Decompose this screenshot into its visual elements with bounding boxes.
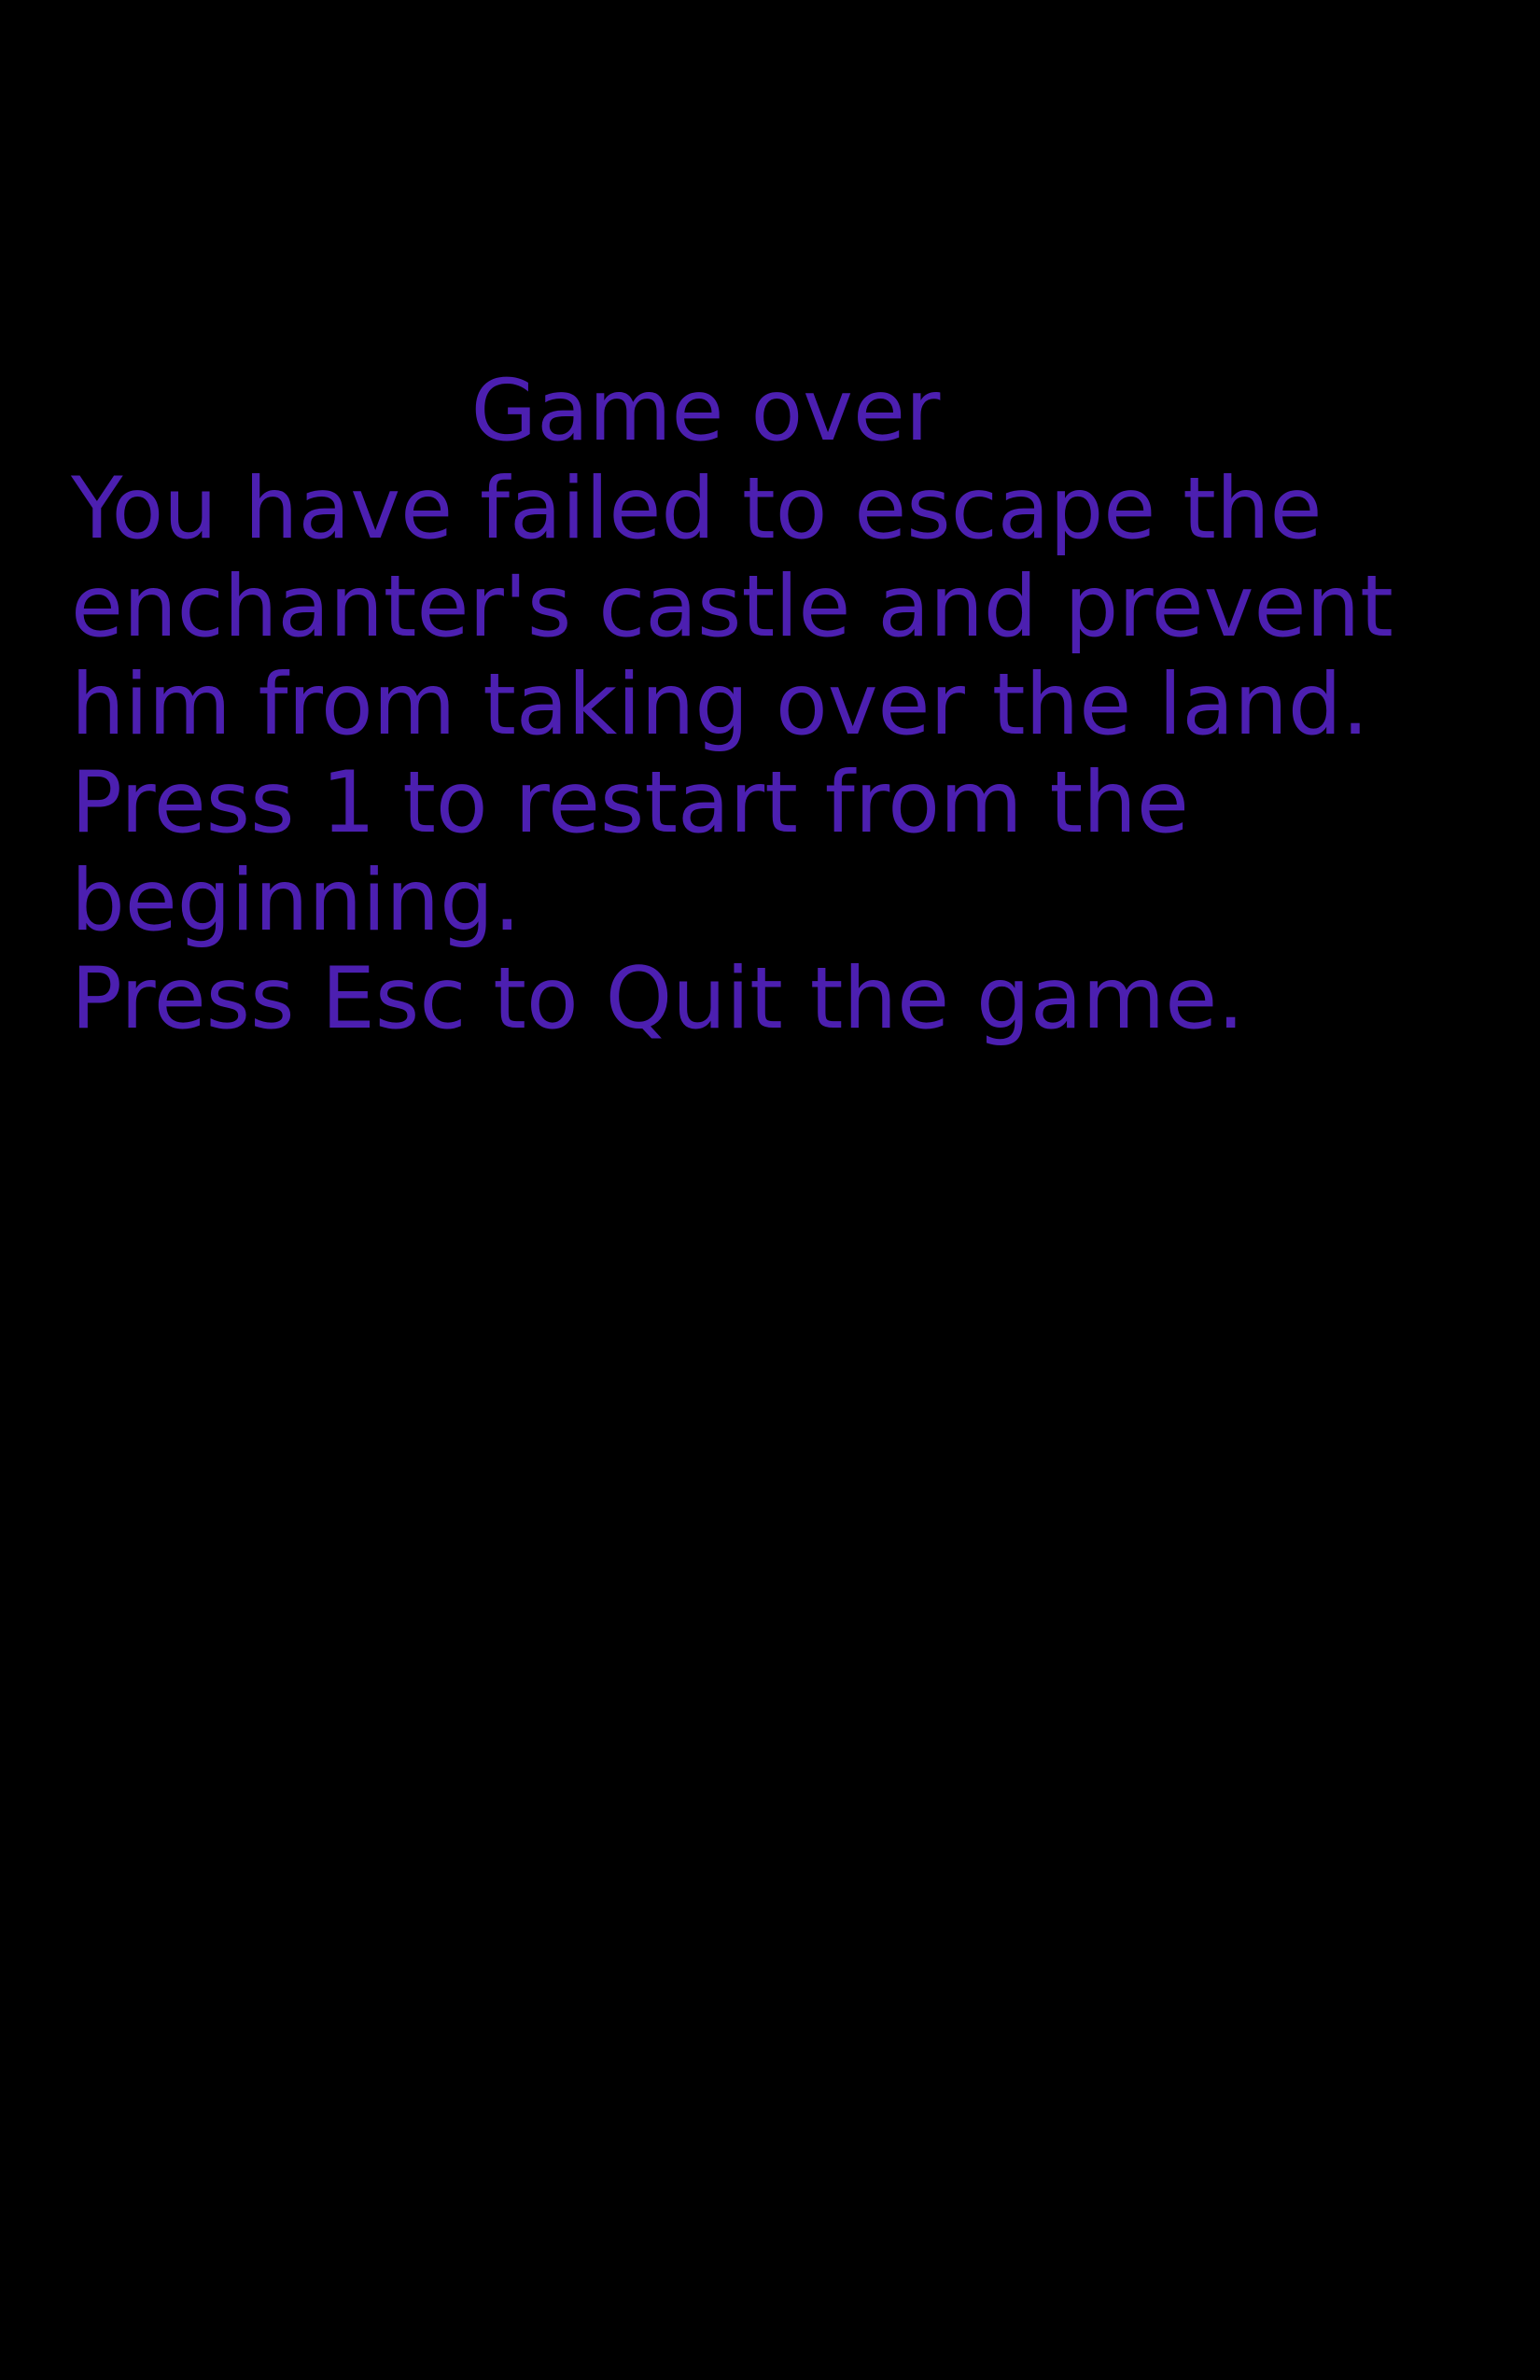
message-line-3: him from taking over the land. xyxy=(71,656,1369,754)
message-line-2: enchanter's castle and prevent xyxy=(71,558,1393,656)
restart-instruction-line-2: beginning. xyxy=(71,852,521,950)
message-line-1: You have failed to escape the xyxy=(71,460,1323,558)
game-over-title: Game over xyxy=(470,362,941,460)
game-over-text xyxy=(71,362,1490,1048)
quit-instruction: Press Esc to Quit the game. xyxy=(71,950,1245,1048)
restart-instruction-line-1: Press 1 to restart from the xyxy=(71,754,1189,852)
